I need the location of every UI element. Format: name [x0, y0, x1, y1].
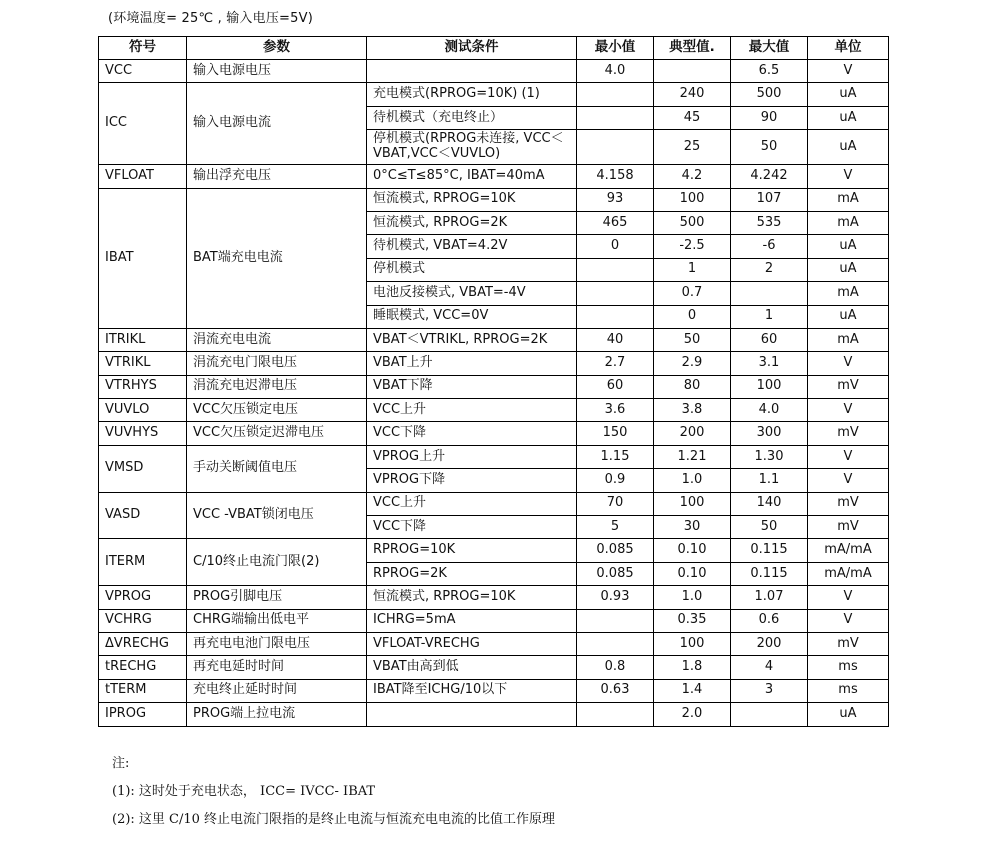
condition-cell: 待机模式（充电终止）: [367, 106, 577, 129]
min-cell: [577, 83, 654, 106]
condition-cell: VCC上升: [367, 492, 577, 515]
symbol-cell: VUVHYS: [99, 422, 187, 445]
condition-cell: ICHRG=5mA: [367, 609, 577, 632]
symbol-cell: tTERM: [99, 679, 187, 702]
min-cell: [577, 258, 654, 281]
electrical-characteristics-table: [98, 36, 889, 727]
max-cell: [731, 703, 808, 726]
unit-cell: V: [808, 609, 889, 632]
unit-cell: uA: [808, 305, 889, 328]
symbol-cell: VCHRG: [99, 609, 187, 632]
parameter-cell: 充电终止延时时间: [187, 679, 367, 702]
symbol-cell: VPROG: [99, 586, 187, 609]
max-cell: 100: [731, 375, 808, 398]
header-max: 最大值: [731, 37, 808, 60]
unit-cell: V: [808, 60, 889, 83]
unit-cell: V: [808, 352, 889, 375]
table-row: [99, 352, 889, 375]
table-row: [99, 539, 889, 562]
max-cell: 90: [731, 106, 808, 129]
max-cell: 2: [731, 258, 808, 281]
condition-cell: VFLOAT-VRECHG: [367, 632, 577, 655]
min-cell: 150: [577, 422, 654, 445]
typ-cell: 0.10: [654, 562, 731, 585]
max-cell: 300: [731, 422, 808, 445]
min-cell: 5: [577, 516, 654, 539]
max-cell: 200: [731, 632, 808, 655]
condition-cell: 充电模式(RPROG=10K) (1): [367, 83, 577, 106]
max-cell: 4.242: [731, 165, 808, 188]
min-cell: 40: [577, 328, 654, 351]
symbol-cell: VUVLO: [99, 399, 187, 422]
unit-cell: uA: [808, 235, 889, 258]
condition-cell: RPROG=10K: [367, 539, 577, 562]
condition-cell: VCC上升: [367, 399, 577, 422]
typ-cell: 2.0: [654, 703, 731, 726]
footnotes: [112, 752, 555, 836]
condition-cell: [367, 703, 577, 726]
unit-cell: mV: [808, 375, 889, 398]
parameter-cell: C/10终止电流门限(2): [187, 539, 367, 586]
unit-cell: mA/mA: [808, 562, 889, 585]
max-cell: 3.1: [731, 352, 808, 375]
symbol-cell: VASD: [99, 492, 187, 539]
typ-cell: 50: [654, 328, 731, 351]
typ-cell: 4.2: [654, 165, 731, 188]
unit-cell: uA: [808, 83, 889, 106]
min-cell: 60: [577, 375, 654, 398]
typ-cell: 30: [654, 516, 731, 539]
typ-cell: 1: [654, 258, 731, 281]
max-cell: [731, 282, 808, 305]
symbol-cell: ΔVRECHG: [99, 632, 187, 655]
unit-cell: mV: [808, 492, 889, 515]
condition-cell: 停机模式(RPROG未连接, VCC＜VBAT,VCC＜VUVLO): [367, 130, 577, 165]
unit-cell: V: [808, 399, 889, 422]
typ-cell: 100: [654, 188, 731, 211]
parameter-cell: PROG引脚电压: [187, 586, 367, 609]
condition-cell: IBAT降至ICHG/10以下: [367, 679, 577, 702]
min-cell: [577, 305, 654, 328]
test-conditions-caption: (环境温度= 25℃ , 输入电压=5V): [108, 11, 313, 26]
table-row: [99, 399, 889, 422]
header-parameter: 参数: [187, 37, 367, 60]
typ-cell: 0.35: [654, 609, 731, 632]
symbol-cell: ITRIKL: [99, 328, 187, 351]
min-cell: 0.085: [577, 539, 654, 562]
min-cell: [577, 282, 654, 305]
max-cell: 500: [731, 83, 808, 106]
table-row: [99, 60, 889, 83]
max-cell: 4: [731, 656, 808, 679]
min-cell: [577, 106, 654, 129]
parameter-cell: 手动关断阈值电压: [187, 445, 367, 492]
typ-cell: 0.10: [654, 539, 731, 562]
parameter-cell: 输入电源电压: [187, 60, 367, 83]
parameter-cell: 输入电源电流: [187, 83, 367, 165]
footnote-2: (2): 这里 C/10 终止电流门限指的是终止电流与恒流充电电流的比值工作原理: [112, 812, 556, 827]
max-cell: 140: [731, 492, 808, 515]
parameter-cell: 再充电延时时间: [187, 656, 367, 679]
min-cell: [577, 609, 654, 632]
min-cell: 70: [577, 492, 654, 515]
condition-cell: 睡眠模式, VCC=0V: [367, 305, 577, 328]
min-cell: 0.93: [577, 586, 654, 609]
typ-cell: 1.0: [654, 586, 731, 609]
parameter-cell: CHRG端输出低电平: [187, 609, 367, 632]
unit-cell: mA: [808, 282, 889, 305]
table-row: [99, 586, 889, 609]
typ-cell: 1.4: [654, 679, 731, 702]
min-cell: 3.6: [577, 399, 654, 422]
max-cell: 535: [731, 211, 808, 234]
table-row: [99, 375, 889, 398]
typ-cell: 100: [654, 492, 731, 515]
min-cell: 0: [577, 235, 654, 258]
condition-cell: VCC下降: [367, 422, 577, 445]
condition-cell: VCC下降: [367, 516, 577, 539]
typ-cell: 2.9: [654, 352, 731, 375]
min-cell: 0.9: [577, 469, 654, 492]
unit-cell: V: [808, 165, 889, 188]
table-row: [99, 83, 889, 106]
typ-cell: 240: [654, 83, 731, 106]
max-cell: 50: [731, 516, 808, 539]
symbol-cell: VCC: [99, 60, 187, 83]
typ-cell: 0: [654, 305, 731, 328]
condition-cell: VBAT由高到低: [367, 656, 577, 679]
unit-cell: mA: [808, 328, 889, 351]
unit-cell: uA: [808, 106, 889, 129]
table-row: [99, 703, 889, 726]
condition-cell: 停机模式: [367, 258, 577, 281]
max-cell: 1.07: [731, 586, 808, 609]
symbol-cell: IPROG: [99, 703, 187, 726]
typ-cell: 100: [654, 632, 731, 655]
symbol-cell: VFLOAT: [99, 165, 187, 188]
table-row: [99, 445, 889, 468]
max-cell: 0.115: [731, 539, 808, 562]
condition-cell: VPROG上升: [367, 445, 577, 468]
condition-cell: [367, 60, 577, 83]
max-cell: 107: [731, 188, 808, 211]
unit-cell: uA: [808, 130, 889, 165]
header-unit: 单位: [808, 37, 889, 60]
parameter-cell: VCC -VBAT锁闭电压: [187, 492, 367, 539]
parameter-cell: 涓流充电迟滞电压: [187, 375, 367, 398]
unit-cell: mV: [808, 632, 889, 655]
unit-cell: ms: [808, 656, 889, 679]
min-cell: 2.7: [577, 352, 654, 375]
table-row: [99, 328, 889, 351]
typ-cell: 1.0: [654, 469, 731, 492]
table-row: [99, 492, 889, 515]
unit-cell: mA: [808, 188, 889, 211]
min-cell: 4.158: [577, 165, 654, 188]
symbol-cell: VMSD: [99, 445, 187, 492]
min-cell: 1.15: [577, 445, 654, 468]
table-row: [99, 656, 889, 679]
typ-cell: 3.8: [654, 399, 731, 422]
typ-cell: 80: [654, 375, 731, 398]
symbol-cell: VTRIKL: [99, 352, 187, 375]
typ-cell: 1.21: [654, 445, 731, 468]
parameter-cell: 涓流充电门限电压: [187, 352, 367, 375]
unit-cell: V: [808, 586, 889, 609]
max-cell: 1: [731, 305, 808, 328]
condition-cell: VBAT上升: [367, 352, 577, 375]
min-cell: 93: [577, 188, 654, 211]
condition-cell: 恒流模式, RPROG=10K: [367, 586, 577, 609]
max-cell: -6: [731, 235, 808, 258]
min-cell: 0.8: [577, 656, 654, 679]
unit-cell: mA/mA: [808, 539, 889, 562]
unit-cell: uA: [808, 703, 889, 726]
table-row: [99, 609, 889, 632]
max-cell: 50: [731, 130, 808, 165]
typ-cell: 500: [654, 211, 731, 234]
unit-cell: uA: [808, 258, 889, 281]
table-row: [99, 632, 889, 655]
header-typ: 典型值.: [654, 37, 731, 60]
symbol-cell: VTRHYS: [99, 375, 187, 398]
parameter-cell: 输出浮充电压: [187, 165, 367, 188]
min-cell: 0.085: [577, 562, 654, 585]
min-cell: 4.0: [577, 60, 654, 83]
condition-cell: 恒流模式, RPROG=2K: [367, 211, 577, 234]
typ-cell: 45: [654, 106, 731, 129]
table-row: [99, 188, 889, 211]
symbol-cell: tRECHG: [99, 656, 187, 679]
condition-cell: 电池反接模式, VBAT=-4V: [367, 282, 577, 305]
max-cell: 0.6: [731, 609, 808, 632]
typ-cell: 25: [654, 130, 731, 165]
parameter-cell: VCC欠压锁定电压: [187, 399, 367, 422]
symbol-cell: ITERM: [99, 539, 187, 586]
unit-cell: mV: [808, 422, 889, 445]
notes-title: 注:: [112, 756, 130, 771]
typ-cell: -2.5: [654, 235, 731, 258]
min-cell: 0.63: [577, 679, 654, 702]
parameter-cell: PROG端上拉电流: [187, 703, 367, 726]
parameter-cell: 涓流充电电流: [187, 328, 367, 351]
typ-cell: 200: [654, 422, 731, 445]
unit-cell: mV: [808, 516, 889, 539]
unit-cell: V: [808, 445, 889, 468]
max-cell: 4.0: [731, 399, 808, 422]
min-cell: [577, 703, 654, 726]
max-cell: 1.1: [731, 469, 808, 492]
header-test-condition: 测试条件: [367, 37, 577, 60]
max-cell: 6.5: [731, 60, 808, 83]
condition-cell: RPROG=2K: [367, 562, 577, 585]
condition-cell: VPROG下降: [367, 469, 577, 492]
unit-cell: V: [808, 469, 889, 492]
table-header-row: [99, 37, 889, 60]
header-symbol: 符号: [99, 37, 187, 60]
parameter-cell: 再充电电池门限电压: [187, 632, 367, 655]
min-cell: [577, 130, 654, 165]
max-cell: 1.30: [731, 445, 808, 468]
footnote-1: (1): 这时处于充电状态， ICC= IVCC- IBAT: [112, 784, 376, 799]
symbol-cell: ICC: [99, 83, 187, 165]
symbol-cell: IBAT: [99, 188, 187, 328]
parameter-cell: BAT端充电电流: [187, 188, 367, 328]
typ-cell: [654, 60, 731, 83]
min-cell: 465: [577, 211, 654, 234]
header-min: 最小值: [577, 37, 654, 60]
max-cell: 60: [731, 328, 808, 351]
condition-cell: VBAT下降: [367, 375, 577, 398]
condition-cell: VBAT＜VTRIKL, RPROG=2K: [367, 328, 577, 351]
table-row: [99, 422, 889, 445]
typ-cell: 0.7: [654, 282, 731, 305]
unit-cell: ms: [808, 679, 889, 702]
table-row: [99, 679, 889, 702]
max-cell: 3: [731, 679, 808, 702]
condition-cell: 待机模式, VBAT=4.2V: [367, 235, 577, 258]
table-row: [99, 165, 889, 188]
max-cell: 0.115: [731, 562, 808, 585]
unit-cell: mA: [808, 211, 889, 234]
condition-cell: 恒流模式, RPROG=10K: [367, 188, 577, 211]
typ-cell: 1.8: [654, 656, 731, 679]
min-cell: [577, 632, 654, 655]
condition-cell: 0°C≤T≤85°C, IBAT=40mA: [367, 165, 577, 188]
parameter-cell: VCC欠压锁定迟滞电压: [187, 422, 367, 445]
